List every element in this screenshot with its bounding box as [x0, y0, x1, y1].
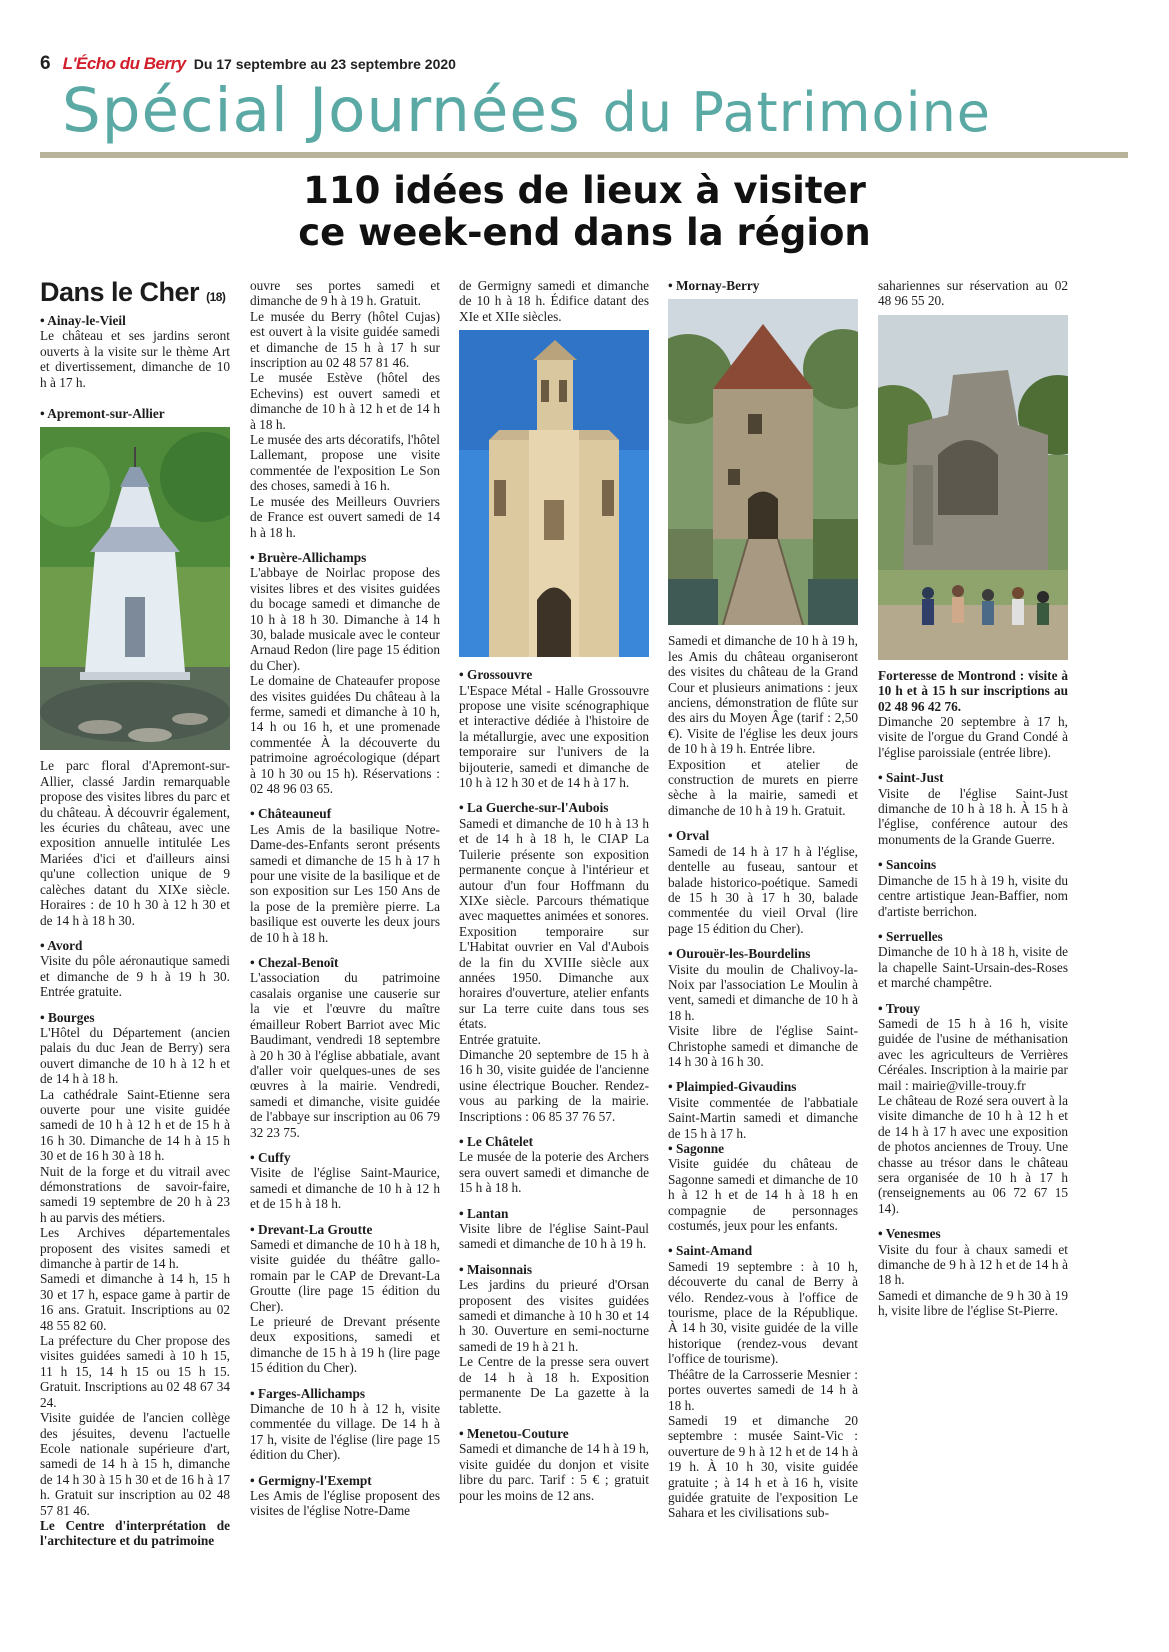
- town-heading: • Châteauneuf: [250, 806, 332, 822]
- listing-text: Le domaine de Chateaufer propose des visites guidées Du château à la ferme, samedi et dimanche à 10 h, 14 h ou 16 h, et une promenade commentée À la découverte du patrimoine agroécologique (départ à 10 h 30 ou 15 h). Réservations : 02 48 96 03 65.: [250, 673, 440, 796]
- listing-text: Samedi et dimanche de 14 h à 19 h, visite guidée du donjon et visite libre du parc. Tarif : 5 € ; gratuit pour les moins de 12 ans.: [459, 1441, 649, 1503]
- listing-text: Forteresse de Montrond : visite à 10 h et à 15 h sur inscriptions au 02 48 96 42 76.: [878, 667, 1068, 714]
- town-heading: • Serruelles: [878, 928, 943, 944]
- listing-text: Les jardins du prieuré d'Orsan proposent des visites guidées samedi et dimanche à 10 h 30 et 14 h 30. Ouverture en semi-nocturne samedi de 19 h à 21 h.: [459, 1277, 649, 1354]
- section-code: (18): [206, 290, 226, 304]
- column-2: [250, 278, 440, 1519]
- listing-text: Samedi et dimanche à 14 h, 15 h 30 et 17 h, espace game à partir de 16 ans. Gratuit. Inscriptions au 02 48 55 82 60.: [40, 1271, 230, 1333]
- banner-rule: [40, 152, 1128, 158]
- banner-part1: Spécial Journées: [62, 75, 581, 146]
- listing-text: Le château et ses jardins seront ouverts à la visite sur le thème Art et divertissement, dimanche de 10 h à 17 h.: [40, 328, 230, 390]
- listing-text: Samedi et dimanche de 9 h 30 à 19 h, visite libre de l'église St-Pierre.: [878, 1287, 1068, 1319]
- listing-text: Le Centre d'interprétation de l'architecture et du patrimoine: [40, 1517, 230, 1549]
- town-heading: • Menetou-Couture: [459, 1425, 569, 1441]
- listing-text: L'Hôtel du Département (ancien palais du duc Jean de Berry) sera ouvert dimanche de 10 h à 12 h et de 14 h à 18 h.: [40, 1024, 230, 1087]
- town-heading: • Sagonne: [668, 1141, 725, 1156]
- town-heading: • Maisonnais: [459, 1261, 533, 1277]
- town-heading: • Bruère-Allichamps: [250, 549, 367, 565]
- listing-text: Visite libre de l'église Saint-Christophe samedi et dimanche de 14 h 30 à 16 h 30.: [668, 1023, 858, 1069]
- town-heading: • Trouy: [878, 1000, 920, 1016]
- listing-text: Entrée gratuite.: [459, 1031, 541, 1047]
- listing-text: Visite du four à chaux samedi et dimanche de 9 h à 12 h et de 14 h à 18 h.: [878, 1241, 1068, 1288]
- listing-text: Exposition et atelier de construction de murets en pierre sèche à la mairie, samedi et dimanche de 10 h à 19 h. Gratuit.: [668, 756, 858, 818]
- photo-mornay-chateau: [668, 299, 858, 625]
- town-heading: • Venesmes: [878, 1226, 941, 1242]
- publication-logo: L'Écho du Berry: [62, 54, 186, 73]
- listing-text: Le musée Estève (hôtel des Echevins) est ouvert samedi et dimanche de 10 h à 12 h et de 14 h à 18 h.: [250, 370, 440, 432]
- listing-text: Samedi et dimanche de 10 h à 13 h et de 14 h à 18 h, le CIAP La Tuilerie présente son exposition permanente conçue à l'intérieur et autour d'un four Hoffmann du XIXe siècle. Parcours thématique avec maquettes animées et sonores. Exposition temporaire sur L'Habitat ouvrier en Val d'Aubois de la fin du XVIIIe siècle aux années 1950. Dimanche aux horaires d'ouverture, atelier enfants sur La terre cuite dans tous ses états.: [459, 815, 649, 1032]
- listing-text: Visite de l'église Saint-Just dimanche de 10 h à 18 h. À 15 h à l'église, conférence autour des monuments de la Grande Guerre.: [878, 785, 1068, 847]
- banner-part2: du Patrimoine: [602, 81, 992, 144]
- section-title-text: Dans le Cher: [40, 277, 200, 307]
- photo-montrond-ruins: [878, 315, 1068, 660]
- town-heading: • Saint-Amand: [668, 1243, 753, 1259]
- town-heading: • Le Châtelet: [459, 1134, 534, 1149]
- listing-text: Samedi 19 septembre : à 10 h, découverte du canal de Berry à vélo. Rendez-vous à l'office de tourisme, place de la République. À 14 h 30, visite guidée de la ville historique (rendez-vous devant l'office de tourisme).: [668, 1258, 858, 1367]
- listing-text: Dimanche de 10 h à 12 h, visite commentée du village. De 14 h à 17 h, visite de l'église (lire page 15 édition du Cher).: [250, 1401, 440, 1463]
- section-title: [40, 278, 230, 311]
- town-heading: • Germigny-l'Exempt: [250, 1472, 372, 1488]
- listing-text: Le parc floral d'Apremont-sur-Allier, classé Jardin remarquable propose des visites libres du parc et du château. À découvrir également, les écuries du château, avec une exposition annuelle intitulée Les Mariées d'ici et d'ailleurs ainsi qu'une collection unique de 9 calèches datant du XIXe siècle. Horaires : de 10 h 30 à 12 h 30 et de 14 h à 18 h 30.: [40, 758, 230, 928]
- listing-text: Les Amis de l'église proposent des visites de l'église Notre-Dame: [250, 1488, 440, 1519]
- column-3: [459, 278, 649, 1503]
- town-heading: • Plaimpied-Givaudins: [668, 1079, 797, 1095]
- listing-text: Le prieuré de Drevant présente deux expositions, samedi et dimanche de 15 h à 19 h (lire page 15 édition du Cher).: [250, 1314, 440, 1376]
- town-heading: • La Guerche-sur-l'Aubois: [459, 800, 609, 816]
- listing-text: ouvre ses portes samedi et dimanche de 9 h à 19 h. Gratuit.: [250, 278, 440, 309]
- town-heading: • Grossouvre: [459, 667, 533, 683]
- photo-apremont-pavilion: [40, 427, 230, 750]
- town-heading: • Farges-Allichamps: [250, 1385, 366, 1401]
- listing-text: Visite guidée de l'ancien collège des jésuites, devenu l'actuelle Ecole nationale supérieure d'art, samedi de 14 h à 15 h, dimanche de 14 h 30 à 15 h 30 et de 16 h à 17 h. Gratuit sur inscription au 02 48 57 81 46.: [40, 1410, 230, 1518]
- listing-text: Nuit de la forge et du vitrail avec démonstrations de savoir-faire, samedi 19 septembre de 20 h à 23 h au parvis des métiers.: [40, 1163, 230, 1225]
- listing-text: Le musée de la poterie des Archers sera ouvert samedi et dimanche de 15 h à 18 h.: [459, 1149, 649, 1196]
- town-heading: • Mornay-Berry: [668, 278, 760, 293]
- photo-church-tower: [459, 330, 649, 657]
- town-heading: • Apremont-sur-Allier: [40, 406, 165, 422]
- listing-text: de Germigny samedi et dimanche de 10 h à 18 h. Édifice datant des XIe et XIIe siècles.: [459, 278, 649, 324]
- listing-text: Samedi de 14 h à 17 h à l'église, dentelle au fuseau, santour et balade historico-poétique. Samedi de 15 h 30 à 17 h 30, balade commentée du vieil Orval (lire page 15 édition du Cher).: [668, 843, 858, 936]
- listing-text: Samedi de 15 h à 16 h, visite guidée de l'usine de méthanisation avec les agriculteurs de Verrières Céréales. Inscription à la mairie par mail : mairie@ville-trouy.fr: [878, 1015, 1068, 1093]
- town-heading: • Orval: [668, 828, 710, 844]
- listing-text: Les Amis de la basilique Notre-Dame-des-Enfants seront présents samedi et dimanche de 15 h à 17 h pour une visite de la basilique et de son exposition sur Les 150 Ans de la pose de la première pierre. La basilique est ouverte les deux jours de 10 h à 18 h.: [250, 821, 440, 945]
- listing-text: Samedi 19 et dimanche 20 septembre : musée Saint-Vic : ouverture de 9 h à 12 h et de 14 h à 19 h. À 10 h 30, visite guidée gratuite ; à 14 h et à 16 h, visite guidée gratuite de l'exposition Le Sahara et les civilisations sub-: [668, 1412, 858, 1521]
- town-heading: • Sancoins: [878, 857, 937, 873]
- issue-dates: Du 17 septembre au 23 septembre 2020: [193, 56, 456, 72]
- listing-text: L'abbaye de Noirlac propose des visites libres et des visites guidées du bocage samedi et dimanche de 10 h à 18 h 30. Dimanche à 14 h 30, balade musicale avec le conteur Arnaud Redon (lire page 15 édition du Cher).: [250, 565, 440, 673]
- listing-text: Le musée du Berry (hôtel Cujas) est ouvert à la visite guidée samedi et dimanche de 15 h à 17 h sur inscription au 02 48 57 81 46.: [250, 308, 440, 371]
- page-number: 6: [40, 53, 51, 74]
- listing-text: Dimanche 20 septembre de 15 h à 16 h 30, visite guidée de l'ancienne usine électrique Boucher. Rendez-vous au parking de la mairie. Inscriptions : 06 85 37 76 57.: [459, 1046, 649, 1124]
- listing-text: La préfecture du Cher propose des visites guidées samedi à 10 h 15, 11 h 15, 14 h 15 ou 15 h 15. Gratuit. Inscriptions au 02 48 67 34 24.: [40, 1333, 230, 1410]
- page-header: [40, 52, 456, 76]
- listing-text: Le musée des arts décoratifs, l'hôtel Lallemant, propose une visite commentée de l'exposition Le Son des choses, samedi à 16 h.: [250, 432, 440, 494]
- listing-text: Visite du moulin de Chalivoy-la-Noix par l'association Le Moulin à vent, samedi et dimanche de 10 h à 18 h.: [668, 961, 858, 1023]
- listing-text: Le Centre de la presse sera ouvert de 14 h à 18 h. Exposition permanente De La gazette à la tablette.: [459, 1354, 649, 1416]
- town-heading: • Ainay-le-Vieil: [40, 313, 126, 328]
- town-heading: • Lantan: [459, 1205, 509, 1221]
- listing-text: L'Espace Métal - Halle Grossouvre propose une visite scénographique et interactive dédiée à l'histoire de la métallurgie, avec une exposition temporaire sur l'univers de la bijouterie, samedi et dimanche de 10 h à 12 h 30 et de 14 h à 17 h.: [459, 682, 649, 791]
- listing-text: Dimanche de 10 h à 18 h, visite de la chapelle Saint-Ursain-des-Roses et marché champêtre.: [878, 944, 1068, 991]
- listing-text: Visite du pôle aéronautique samedi et dimanche de 9 h à 19 h 30. Entrée gratuite.: [40, 953, 230, 1000]
- town-heading: • Cuffy: [250, 1149, 291, 1165]
- special-banner: [62, 75, 992, 146]
- listing-text: Théâtre de la Carrosserie Mesnier : portes ouvertes samedi de 14 h à 18 h.: [668, 1366, 858, 1413]
- column-1: [40, 278, 230, 1549]
- column-5: [878, 278, 1068, 1319]
- listing-text: Le musée des Meilleurs Ouvriers de France est ouvert samedi de 14 h à 18 h.: [250, 493, 440, 540]
- town-heading: • Ourouër-les-Bourdelins: [668, 946, 811, 962]
- listing-text: La cathédrale Saint-Etienne sera ouverte pour une visite guidée samedi de 10 h à 12 h et de 15 h à 16 h 30. Dimanche de 14 h à 15 h 30 et de 16 h 30 à 18 h.: [40, 1086, 230, 1164]
- town-heading: • Chezal-Benoît: [250, 955, 339, 971]
- headline: [0, 170, 1169, 254]
- headline-line2: ce week-end dans la région: [298, 211, 871, 254]
- town-heading: • Saint-Just: [878, 770, 944, 786]
- listing-text: Les Archives départementales proposent des visites samedi et dimanche à partir de 14 h.: [40, 1225, 230, 1272]
- town-heading: • Bourges: [40, 1009, 95, 1025]
- listing-text: Visite guidée du château de Sagonne samedi et dimanche de 10 h à 12 h et de 14 h à 18 h en compagnie de personnages costumés, jeux pour les enfants.: [668, 1156, 858, 1234]
- listing-text: sahariennes sur réservation au 02 48 96 55 20.: [878, 278, 1068, 309]
- town-heading: • Avord: [40, 937, 83, 953]
- listing-text: Dimanche 20 septembre à 17 h, visite de l'orgue du Grand Condé à l'église paroissiale (entrée libre).: [878, 714, 1068, 760]
- town-heading: • Drevant-La Groutte: [250, 1221, 373, 1237]
- listing-text: Le château de Rozé sera ouvert à la visite dimanche de 10 h à 12 h et de 14 h à 17 h avec une exposition de photos anciennes de Trouy. Une chasse au trésor dans le château sera organisée de 10 h à 17 h (renseignements au 06 72 67 15 14).: [878, 1092, 1068, 1216]
- listing-text: Visite de l'église Saint-Maurice, samedi et dimanche de 10 h à 12 h et de 15 h à 18 h.: [250, 1165, 440, 1212]
- listing-text: Visite commentée de l'abbatiale Saint-Martin samedi et dimanche de 15 h à 17 h.: [668, 1094, 858, 1141]
- listing-text: Samedi et dimanche de 10 h à 19 h, les Amis du château organiseront des visites du château de la Grand Cour et plusieurs animations : jeux anciens, démonstration de flûte sur des airs du Moyen Âge (tarif : 2,50 €). Visite de l'église les deux jours de 10 h à 19 h. Entrée libre.: [668, 633, 858, 757]
- listing-text: L'association du patrimoine casalais organise une causerie sur la vie et l'œuvre du maître émailleur Robert Barriot avec Mic Baudimant, vendredi 18 septembre à 20 h 30 à l'église abbatiale, avant d'aller voir quelques-unes de ses œuvres à la mairie. Vendredi, samedi et dimanche, visite guidée de l'abbaye sur inscription au 06 79 32 23 75.: [250, 970, 440, 1140]
- listing-text: Samedi et dimanche de 10 h à 18 h, visite guidée du théâtre gallo-romain par le CAP de Drevant-La Groutte (lire page 15 édition du Cher).: [250, 1236, 440, 1314]
- listing-text: Dimanche de 15 h à 19 h, visite du centre artistique Jean-Baffier, nom d'artiste berrichon.: [878, 872, 1068, 919]
- listing-text: Visite libre de l'église Saint-Paul samedi et dimanche de 10 h à 19 h.: [459, 1221, 649, 1252]
- headline-line1: 110 idées de lieux à visiter: [303, 169, 866, 212]
- column-4: [668, 278, 858, 1521]
